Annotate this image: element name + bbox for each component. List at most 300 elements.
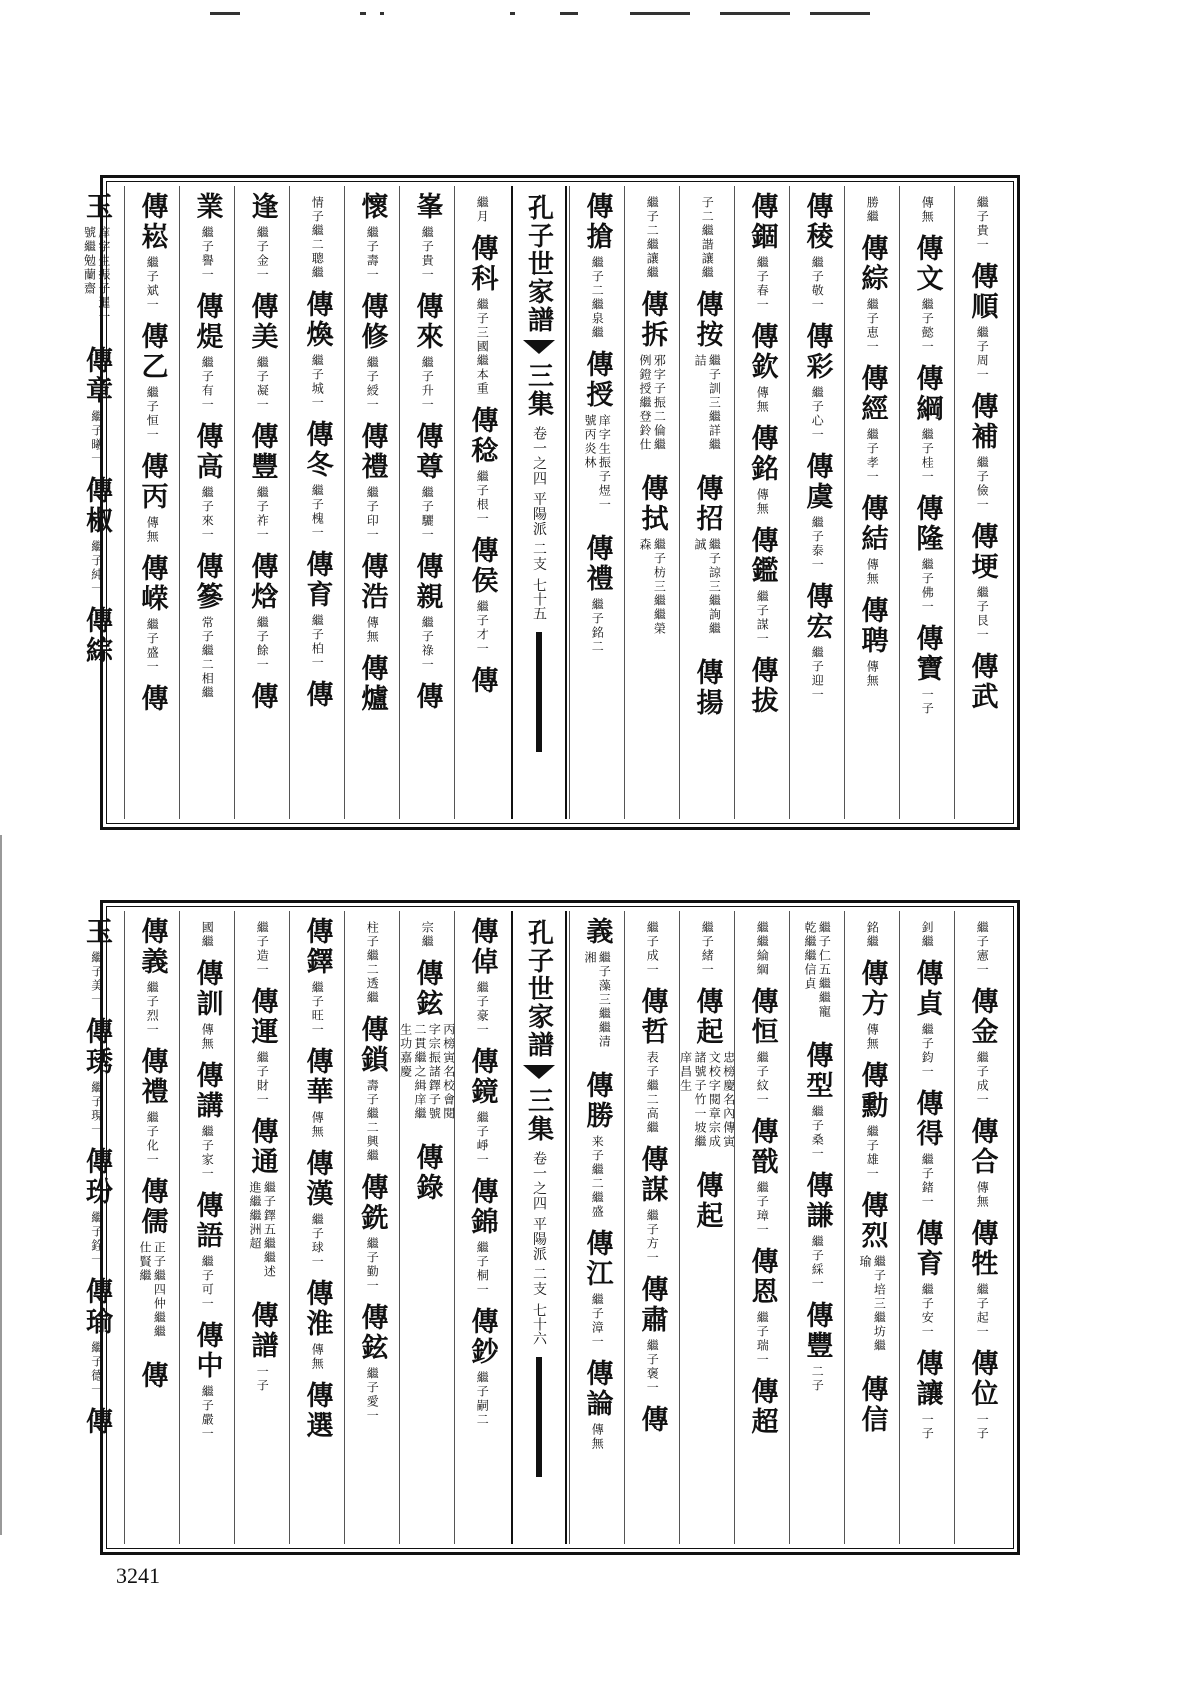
entry-note: 繼子艮一 (975, 586, 990, 642)
genealogy-entry (136, 322, 168, 442)
genealogy-entry (920, 917, 934, 949)
entry-note: 繼子可一 (200, 1255, 215, 1311)
entry-name: 傳讓 (911, 1349, 943, 1409)
genealogy-entry (856, 234, 888, 354)
genealogy-column (399, 186, 454, 819)
genealogy-entry (136, 917, 168, 1037)
entry-name: 傳玢 (81, 1147, 112, 1207)
entry-note: 表子繼二高繼 (645, 1051, 660, 1135)
leaf-number: 七十六 (531, 1302, 547, 1345)
entry-name: 傳禮 (136, 1047, 168, 1107)
genealogy-entry (746, 322, 778, 414)
genealogy-entry (975, 917, 989, 977)
genealogy-entry (83, 1147, 110, 1267)
entry-name: 傳欽 (746, 322, 778, 382)
entry-note: 繼子二繼讓繼 (645, 196, 660, 280)
entry-note: 傳無 (865, 1023, 880, 1051)
center-bar-ornament (536, 1357, 542, 1477)
entry-name: 傳型 (801, 1041, 833, 1101)
entry-note: 繼子凝一 (255, 356, 270, 412)
genealogy-entry (191, 422, 223, 542)
entry-note: 繼子泰一 (810, 516, 825, 572)
entry-name: 傳中 (191, 1321, 223, 1381)
entry-name: 傳鐸 (301, 917, 333, 977)
entry-name: 傳育 (301, 550, 333, 610)
entry-name: 傳親 (411, 552, 443, 612)
center-title-column (511, 911, 567, 1544)
entry-note: 繼子心一 (810, 386, 825, 442)
genealogy-entry (966, 392, 998, 512)
entry-name: 懷 (356, 192, 388, 222)
entry-note: 繼子鈞一 (920, 1023, 935, 1079)
entry-note: 繼子愛一 (365, 1367, 380, 1423)
entry-name: 傳琇 (81, 1017, 112, 1077)
genealogy-entry (581, 1359, 613, 1451)
entry-name: 傳煶 (191, 292, 223, 352)
genealogy-entry (693, 474, 722, 648)
entry-name: 傳錦 (466, 1177, 498, 1237)
entry-note: 傳無 (920, 196, 935, 224)
entry-note: 繼子憲一 (975, 921, 990, 977)
entry-name: 傳語 (191, 1191, 223, 1251)
entry-note: 繼子有一 (200, 356, 215, 412)
genealogy-entry (136, 192, 168, 312)
entry-note: 傳無 (865, 660, 880, 688)
leaf-number: 七十五 (531, 577, 547, 620)
entry-name: 傳通 (246, 1117, 278, 1177)
columns-container (81, 186, 1009, 819)
entry-name: 傳丙 (136, 452, 168, 512)
entry-note: 繼子桂一 (920, 428, 935, 484)
genealogy-column (69, 911, 124, 1544)
entry-note: 繼子升一 (420, 356, 435, 412)
entry-note: 繼子敬一 (810, 256, 825, 312)
genealogy-entry (466, 1177, 498, 1297)
entry-name: 傳謙 (801, 1171, 833, 1231)
genealogy-entry (801, 1041, 833, 1161)
genealogy-column (454, 186, 509, 819)
genealogy-entry (636, 1405, 668, 1435)
genealogy-entry (83, 1407, 110, 1437)
genealogy-entry (581, 192, 613, 340)
entry-note: 一子 (920, 688, 935, 716)
entry-name: 傳銘 (746, 424, 778, 484)
book-title: 孔子世家譜 (523, 919, 554, 1059)
entry-note: 忠榜慶名內傳寅文校字閱章宗成諸號子竹一坡繼庠昌生 (678, 1051, 736, 1149)
entry-name: 傳修 (356, 292, 388, 352)
series-label: 三集 (523, 362, 554, 418)
entry-note: 宗繼 (420, 921, 435, 949)
entry-name: 傳埂 (966, 522, 998, 582)
genealogy-entry (746, 1247, 778, 1367)
genealogy-entry (301, 917, 333, 1037)
entry-name: 傳錄 (411, 1143, 443, 1203)
genealogy-column (789, 911, 844, 1544)
genealogy-entry (246, 682, 278, 712)
entry-name: 傳鏡 (466, 1047, 498, 1107)
entry-name: 玉 (81, 917, 112, 947)
entry-note: 釗繼 (920, 921, 935, 949)
entry-note: 繼子銘二 (590, 598, 605, 654)
entry-note: 傳無 (310, 1111, 325, 1139)
genealogy-entry (136, 1047, 168, 1167)
entry-note: 繼子譽一 (200, 226, 215, 282)
entry-note: 繼子財一 (255, 1051, 270, 1107)
genealogy-entry (746, 987, 778, 1107)
entry-name: 傳結 (856, 494, 888, 554)
genealogy-entry (411, 192, 443, 282)
genealogy-entry (645, 917, 659, 977)
entry-note: 傳無 (755, 488, 770, 516)
entry-note: 繼子漳一 (590, 1293, 605, 1349)
genealogy-column (899, 186, 954, 819)
entry-name: 傳謀 (636, 1145, 668, 1205)
entry-note: 繼子佛一 (920, 558, 935, 614)
entry-name: 傳義 (136, 917, 168, 977)
genealogy-column (954, 911, 1009, 1544)
entry-name: 傳 (136, 684, 168, 714)
entry-name: 傳豐 (801, 1301, 833, 1361)
genealogy-entry (246, 422, 278, 542)
genealogy-entry (856, 959, 888, 1051)
entry-note: 繼子盛一 (145, 618, 160, 674)
genealogy-entry (801, 452, 833, 572)
entry-name: 傳 (466, 666, 498, 696)
genealogy-entry (420, 917, 434, 949)
entry-note: 正子繼四仲繼繼仕賢繼 (138, 1241, 167, 1339)
entry-note: 繼子桑一 (810, 1105, 825, 1161)
genealogy-entry (398, 959, 456, 1133)
entry-name: 傳淮 (301, 1279, 333, 1339)
entry-name: 業 (191, 192, 223, 222)
genealogy-entry (645, 192, 659, 280)
genealogy-column (179, 911, 234, 1544)
entry-name: 傳論 (581, 1359, 613, 1419)
entry-name: 傳合 (966, 1117, 998, 1177)
scan-edge-line (0, 835, 2, 1535)
entry-name: 傳譜 (246, 1301, 278, 1361)
book-title: 孔子世家譜 (523, 194, 554, 334)
entry-note: 國繼 (200, 921, 215, 949)
entry-name: 傳崧 (136, 192, 168, 252)
genealogy-entry (356, 192, 388, 282)
genealogy-entry (803, 917, 832, 1031)
entry-name: 傳搶 (581, 192, 613, 252)
genealogy-column (399, 911, 454, 1544)
genealogy-entry (911, 1219, 943, 1339)
genealogy-column (954, 186, 1009, 819)
genealogy-entry (248, 1117, 277, 1291)
entry-note: 繼子才一 (475, 600, 490, 656)
entry-note: 繼子祿一 (420, 616, 435, 672)
genealogy-entry (191, 1191, 223, 1311)
entry-note: 傳無 (200, 1023, 215, 1051)
entry-name: 傳恒 (746, 987, 778, 1047)
entry-note: 繼子紋一 (755, 1051, 770, 1107)
entry-note: 傳無 (590, 1423, 605, 1451)
entry-note: 来子繼二繼盛 (590, 1135, 605, 1219)
genealogy-entry (246, 192, 278, 282)
entry-name: 傳 (301, 680, 333, 710)
genealogy-column (899, 911, 954, 1544)
entry-name: 傳宏 (801, 582, 833, 642)
genealogy-column (734, 186, 789, 819)
entry-note: 繼子成一 (645, 921, 660, 977)
entry-name: 傳瑜 (81, 1277, 112, 1337)
genealogy-panel-top (81, 175, 1020, 830)
entry-note: 庠字生振子暹一號繼勉蘭齋 (82, 226, 111, 324)
entry-name: 傳貞 (911, 959, 943, 1019)
genealogy-entry (83, 1017, 110, 1137)
fish-tail-ornament (523, 340, 555, 354)
entry-name: 傳豐 (246, 422, 278, 482)
entry-name: 傳華 (301, 1047, 333, 1107)
entry-note: 繼子桐一 (475, 1241, 490, 1297)
entry-note: 傳無 (145, 516, 160, 544)
entry-name: 傳烈 (856, 1191, 888, 1251)
genealogy-column (69, 186, 124, 819)
entry-note: 勝繼 (865, 196, 880, 224)
genealogy-entry (746, 424, 778, 516)
genealogy-entry (691, 658, 723, 718)
entry-name: 傳恩 (746, 1247, 778, 1307)
genealogy-entry (136, 1361, 168, 1391)
entry-name: 傳 (81, 1407, 112, 1437)
entry-note: 銘繼 (865, 921, 880, 949)
columns-container (81, 911, 1009, 1544)
entry-note: 繼子璋一 (755, 1181, 770, 1237)
genealogy-entry (746, 1117, 778, 1237)
genealogy-entry (475, 192, 489, 224)
genealogy-column (289, 186, 344, 819)
genealogy-entry (83, 1277, 110, 1397)
genealogy-entry (700, 917, 714, 977)
genealogy-entry (693, 290, 722, 464)
entry-note: 繼子貴一 (975, 196, 990, 252)
genealogy-entry (581, 534, 613, 654)
entry-note: 繼子金一 (255, 226, 270, 282)
genealogy-entry (136, 554, 168, 674)
entry-name: 傳綜 (856, 234, 888, 294)
entry-note: 繼子化一 (145, 1111, 160, 1167)
entry-name: 傳順 (966, 262, 998, 322)
genealogy-entry (856, 1061, 888, 1181)
genealogy-entry (356, 422, 388, 542)
genealogy-entry (801, 1301, 833, 1393)
entry-note: 一子 (975, 1413, 990, 1441)
genealogy-entry (83, 917, 110, 1007)
entry-name: 傳侯 (466, 536, 498, 596)
entry-note: 繼子緒一 (700, 921, 715, 977)
genealogy-entry (638, 290, 667, 464)
entry-note: 繼子謀一 (755, 590, 770, 646)
genealogy-column (734, 911, 789, 1544)
entry-name: 傳焓 (246, 552, 278, 612)
genealogy-entry (581, 1071, 613, 1219)
entry-note: 繼繼綸綱 (755, 921, 770, 977)
genealogy-entry (865, 192, 879, 224)
entry-note: 繼子二繼泉繼 (590, 256, 605, 340)
entry-name: 傳鎖 (356, 1015, 388, 1075)
entry-name: 傳鉉 (356, 1303, 388, 1363)
genealogy-entry (466, 406, 498, 526)
entry-note: 繼子懿一 (920, 298, 935, 354)
entry-name: 傳江 (581, 1229, 613, 1289)
genealogy-entry (966, 1349, 998, 1441)
entry-name: 傳煥 (301, 290, 333, 350)
entry-note: 傳無 (365, 616, 380, 644)
genealogy-entry (356, 552, 388, 644)
entry-name: 傳銑 (356, 1173, 388, 1233)
entry-name: 傳拆 (636, 290, 668, 350)
genealogy-entry (911, 364, 943, 484)
entry-name: 傳嵘 (136, 554, 168, 614)
entry-name: 傳起 (691, 1171, 723, 1231)
entry-name: 傳鑑 (746, 526, 778, 586)
entry-note: 繼子驪一 (420, 486, 435, 542)
entry-note: 繼子勤一 (365, 1237, 380, 1293)
entry-note: 繼子烈一 (145, 981, 160, 1037)
genealogy-entry (911, 624, 943, 716)
genealogy-entry (911, 234, 943, 354)
entry-name: 傳綜 (81, 606, 112, 666)
genealogy-entry (911, 1089, 943, 1209)
entry-name: 傳篸 (191, 552, 223, 612)
genealogy-entry (246, 292, 278, 412)
genealogy-entry (966, 262, 998, 382)
scan-artifact-specks (210, 12, 930, 18)
entry-note: 繼子綵一 (810, 1235, 825, 1291)
entry-note: 繼子訓三繼詳繼詰 (693, 354, 722, 452)
entry-note: 繼子旺一 (310, 981, 325, 1037)
entry-note: 壽子繼二興繼 (365, 1079, 380, 1163)
entry-name: 傳信 (856, 1375, 888, 1435)
entry-name: 玉 (81, 192, 112, 222)
genealogy-entry (966, 1117, 998, 1209)
genealogy-entry (858, 1191, 887, 1365)
entry-note: 繼月 (475, 196, 490, 224)
genealogy-entry (636, 987, 668, 1135)
entry-name: 傳儒 (136, 1177, 168, 1237)
genealogy-entry (255, 917, 269, 977)
genealogy-entry (700, 192, 714, 280)
entry-name: 傳彩 (801, 322, 833, 382)
genealogy-entry (466, 536, 498, 656)
genealogy-entry (746, 1377, 778, 1437)
entry-name: 義 (581, 917, 613, 947)
genealogy-entry (966, 987, 998, 1107)
entry-note: 繼子培三繼坊繼瑜 (858, 1255, 887, 1353)
genealogy-entry (356, 1303, 388, 1423)
entry-name: 傳綱 (911, 364, 943, 424)
entry-note: 繼子儉一 (975, 456, 990, 512)
genealogy-column (844, 186, 899, 819)
genealogy-entry (911, 494, 943, 614)
entry-note: 繼子豪一 (475, 981, 490, 1037)
entry-note: 繼子崢一 (475, 1111, 490, 1167)
entry-note: 繼子城一 (310, 354, 325, 410)
entry-name: 傳禮 (356, 422, 388, 482)
genealogy-entry (301, 1381, 333, 1441)
genealogy-entry (411, 292, 443, 412)
entry-note: 傳無 (755, 386, 770, 414)
entry-name: 傳揚 (691, 658, 723, 718)
genealogy-entry (636, 1145, 668, 1265)
genealogy-column (569, 186, 624, 819)
entry-note: 繼子迎一 (810, 646, 825, 702)
entry-name: 傳金 (966, 987, 998, 1047)
entry-name: 傳來 (411, 292, 443, 352)
volume-branch-label: 卷一之四 平陽派 二支 (531, 426, 547, 572)
genealogy-column (569, 911, 624, 1544)
genealogy-entry (856, 1375, 888, 1435)
page-number: 3241 (116, 1563, 160, 1588)
entry-name: 逢 (246, 192, 278, 222)
genealogy-entry (911, 1349, 943, 1441)
entry-note: 繼子銓一 (89, 1211, 104, 1267)
genealogy-entry (966, 1219, 998, 1339)
entry-note: 繼子柏一 (310, 614, 325, 670)
entry-note: 繼子壽一 (365, 226, 380, 282)
entry-name: 傳 (136, 1361, 168, 1391)
entry-name: 傳戩 (746, 1117, 778, 1177)
genealogy-entry (191, 959, 223, 1051)
entry-note: 一子 (920, 1413, 935, 1441)
entry-note: 常子繼二相繼 (200, 616, 215, 700)
genealogy-column (234, 911, 289, 1544)
genealogy-column (844, 911, 899, 1544)
entry-name: 傳浩 (356, 552, 388, 612)
entry-note: 繼子根一 (475, 470, 490, 526)
entry-note: 繼子來一 (200, 486, 215, 542)
genealogy-entry (856, 364, 888, 484)
genealogy-entry (975, 192, 989, 252)
genealogy-column (124, 911, 179, 1544)
entry-note: 繼子鐸五繼繼述進繼繼洲超 (248, 1181, 277, 1279)
entry-note: 繼子三國繼本重 (475, 298, 490, 396)
entry-name: 傳 (411, 682, 443, 712)
center-title-column (511, 186, 567, 819)
genealogy-entry (301, 290, 333, 410)
entry-note: 二子 (810, 1365, 825, 1393)
genealogy-entry (911, 959, 943, 1079)
entry-note: 傳無 (310, 1343, 325, 1371)
genealogy-entry (301, 1279, 333, 1371)
entry-note: 繼子安一 (920, 1283, 935, 1339)
entry-name: 傳 (246, 682, 278, 712)
genealogy-column (289, 911, 344, 1544)
genealogy-entry (411, 1143, 443, 1203)
genealogy-entry (746, 526, 778, 646)
entry-name: 傳倬 (466, 917, 498, 977)
genealogy-entry (801, 1171, 833, 1291)
entry-note: 繼子球一 (310, 1213, 325, 1269)
entry-name: 傳肅 (636, 1275, 668, 1335)
entry-name: 傳鈔 (466, 1307, 498, 1367)
entry-note: 繼子斌一 (145, 256, 160, 312)
genealogy-entry (191, 192, 223, 282)
genealogy-entry (191, 1061, 223, 1181)
genealogy-entry (638, 474, 667, 648)
entry-name: 傳哲 (636, 987, 668, 1047)
entry-name: 傳冬 (301, 420, 333, 480)
entry-name: 傳起 (691, 987, 723, 1047)
genealogy-entry (136, 684, 168, 714)
entry-name: 傳鉉 (411, 959, 443, 1019)
entry-name: 傳爐 (356, 654, 388, 714)
entry-note: 繼子枋三繼繼榮森 (638, 538, 667, 636)
genealogy-entry (301, 680, 333, 710)
